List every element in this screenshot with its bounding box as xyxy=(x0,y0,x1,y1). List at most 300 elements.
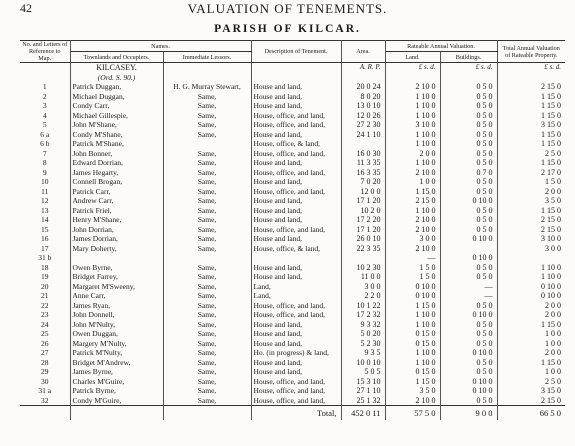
row-area xyxy=(341,139,385,149)
row-ref: 30 xyxy=(20,377,70,387)
row-area: 17 2 32 xyxy=(341,310,385,320)
row-occupier: Edward Dorrian, xyxy=(70,158,163,168)
row-total-value: 2 15 0 xyxy=(541,224,562,234)
row-ref: 3 xyxy=(20,101,70,111)
row-description: House, office, and land, xyxy=(251,225,341,235)
row-land-value: 1 15 0 xyxy=(385,377,440,387)
row-buildings-value: 0 5 0 xyxy=(440,272,497,282)
row-description: House and land, xyxy=(251,206,341,216)
row-land-value: 0 10 0 xyxy=(385,291,440,301)
row-lessor: Same, xyxy=(163,329,251,339)
row-description: House and land, xyxy=(251,263,341,273)
row-ref: 32 xyxy=(20,396,70,406)
row-land-value: 2 10 0 xyxy=(385,244,440,254)
row-area: 16 0 30 xyxy=(341,149,385,159)
row-total-value: 2 0 0 xyxy=(545,348,562,357)
row-description xyxy=(251,253,341,263)
ordnance-sheet: (Ord. S. 90.) xyxy=(70,73,163,83)
table-row xyxy=(20,263,565,273)
row-total-value: 1 5 0 xyxy=(545,177,562,186)
row-occupier: Michael Gillespie, xyxy=(70,111,163,121)
row-occupier xyxy=(70,253,163,263)
row-buildings-value: — xyxy=(440,291,497,301)
table-row xyxy=(20,101,565,111)
row-lessor: Same, xyxy=(163,168,251,178)
row-description: House and land, xyxy=(251,101,341,111)
row-description: House and land, xyxy=(251,215,341,225)
row-land-value: 3 5 0 xyxy=(385,386,440,396)
row-buildings-value: 0 10 0 xyxy=(440,386,497,396)
table-row xyxy=(20,120,565,130)
row-land-value: 2 10 0 xyxy=(385,215,440,225)
row-ref: 24 xyxy=(20,320,70,330)
table-row xyxy=(20,225,565,235)
row-land-value: 0 15 0 xyxy=(385,339,440,349)
row-ref: 27 xyxy=(20,348,70,358)
row-occupier: Bridget Farrey, xyxy=(70,272,163,282)
row-occupier: Owen Byrne, xyxy=(70,263,163,273)
row-lessor: Same, xyxy=(163,377,251,387)
row-land-value: 2 10 0 xyxy=(385,225,440,235)
row-buildings-value: 0 5 0 xyxy=(440,225,497,235)
row-total-value: 1 10 0 xyxy=(541,262,562,272)
row-land-value: 1 5 0 xyxy=(385,272,440,282)
row-description: House, office, and land, xyxy=(251,168,341,178)
row-buildings-value: 0 5 0 xyxy=(440,158,497,168)
valuation-table xyxy=(20,40,565,420)
row-total-value: 1 0 0 xyxy=(545,367,562,376)
row-land-value: 0 15 0 xyxy=(385,367,440,377)
row-description: House, office, and land, xyxy=(251,301,341,311)
row-lessor xyxy=(163,253,251,263)
row-land-value: 1 10 0 xyxy=(385,130,440,140)
table-row xyxy=(20,282,565,292)
row-lessor: Same, xyxy=(163,339,251,349)
row-area: 12 0 26 xyxy=(341,111,385,121)
row-total-value: 3 0 0 xyxy=(545,243,562,253)
header-land: Land. xyxy=(385,52,440,63)
row-total-value: 1 15 0 xyxy=(541,205,562,215)
row-total-value: 3 10 0 xyxy=(541,234,562,243)
row-description: House and land, xyxy=(251,177,341,187)
table-row xyxy=(20,111,565,121)
row-description: House, office, & land, xyxy=(251,244,341,254)
row-total-value: 1 15 0 xyxy=(541,139,562,148)
header-total: Total Annual Valuation of Rateable Property. xyxy=(497,41,565,63)
row-lessor: H. G. Murray Stewart, xyxy=(163,82,251,92)
table-row xyxy=(20,253,565,263)
row-area: 24 1 10 xyxy=(341,130,385,140)
row-land-value: 1 10 0 xyxy=(385,206,440,216)
page-number: 42 xyxy=(20,1,32,15)
row-occupier: Condy M'Shane, xyxy=(70,130,163,140)
row-area: 11 0 0 xyxy=(341,272,385,282)
row-land-value: 2 15 0 xyxy=(385,196,440,206)
row-area: 12 0 0 xyxy=(341,187,385,197)
row-lessor: Same, xyxy=(163,301,251,311)
row-total-value: 2 5 0 xyxy=(545,148,562,158)
row-land-value: 3 10 0 xyxy=(385,120,440,130)
row-area: 11 3 35 xyxy=(341,158,385,168)
row-total-value: 2 0 0 xyxy=(545,186,562,196)
row-buildings-value xyxy=(440,244,497,254)
row-description: House and land, xyxy=(251,272,341,282)
row-occupier: John Dorrian, xyxy=(70,225,163,235)
row-land-value: 1 10 0 xyxy=(385,139,440,149)
row-ref: 13 xyxy=(20,206,70,216)
row-occupier: John Bonner, xyxy=(70,149,163,159)
row-buildings-value: 0 5 0 xyxy=(440,111,497,121)
row-total-value: 2 15 0 xyxy=(541,395,562,405)
row-area: 10 0 10 xyxy=(341,358,385,368)
row-buildings-value: 0 10 0 xyxy=(440,234,497,244)
row-buildings-value: 0 5 0 xyxy=(440,120,497,130)
row-occupier: John M'Shane, xyxy=(70,120,163,130)
row-land-value: 1 0 0 xyxy=(385,177,440,187)
row-land-value: 0 15 0 xyxy=(385,329,440,339)
row-description: House and land, xyxy=(251,320,341,330)
header-rateable: Rateable Annual Valuation. xyxy=(385,41,497,52)
total-units: £ s. d. xyxy=(544,63,562,71)
row-area: 10 2 30 xyxy=(341,263,385,273)
row-description: House and land, xyxy=(251,130,341,140)
row-lessor: Same, xyxy=(163,177,251,187)
row-description: House, office, and land, xyxy=(251,149,341,159)
row-description: Land, xyxy=(251,291,341,301)
row-ref: 12 xyxy=(20,196,70,206)
row-lessor: Same, xyxy=(163,92,251,102)
row-ref: 18 xyxy=(20,263,70,273)
row-description: House and land, xyxy=(251,367,341,377)
header-buildings: Buildings. xyxy=(440,52,497,63)
row-occupier: Charles M'Guire, xyxy=(70,377,163,387)
row-area xyxy=(341,253,385,263)
row-description: House and land, xyxy=(251,234,341,244)
row-occupier: John Donnell, xyxy=(70,310,163,320)
row-lessor: Same, xyxy=(163,358,251,368)
row-area: 8 0 20 xyxy=(341,92,385,102)
total-buildings: 9 0 0 xyxy=(440,406,497,421)
row-lessor: Same, xyxy=(163,206,251,216)
row-ref: 21 xyxy=(20,291,70,301)
row-buildings-value: 0 5 0 xyxy=(440,367,497,377)
row-ref: 4 xyxy=(20,111,70,121)
table-row xyxy=(20,82,565,92)
table-row xyxy=(20,272,565,282)
table-row xyxy=(20,339,565,349)
row-ref: 11 xyxy=(20,187,70,197)
header-description: Description of Tenement. xyxy=(251,41,341,63)
row-ref: 7 xyxy=(20,149,70,159)
row-lessor: Same, xyxy=(163,215,251,225)
row-ref: 31 a xyxy=(20,386,70,396)
row-buildings-value: 0 10 0 xyxy=(440,253,497,263)
row-occupier: John M'Nulty, xyxy=(70,320,163,330)
row-description: House and land, xyxy=(251,358,341,368)
land-units: £ s. d. xyxy=(385,63,440,73)
row-lessor: Same, xyxy=(163,348,251,358)
row-description: House, office, and land, xyxy=(251,310,341,320)
table-row xyxy=(20,130,565,140)
row-area: 5 2 30 xyxy=(341,339,385,349)
row-buildings-value: 0 5 0 xyxy=(440,396,497,406)
row-land-value: 0 10 0 xyxy=(385,282,440,292)
row-area: 16 3 35 xyxy=(341,168,385,178)
table-row xyxy=(20,310,565,320)
header-townlands: Townlands and Occupiers. xyxy=(70,52,163,63)
row-land-value: — xyxy=(385,253,440,263)
row-occupier: James Byrne, xyxy=(70,367,163,377)
row-lessor: Same, xyxy=(163,272,251,282)
row-area: 17 1 20 xyxy=(341,196,385,206)
row-occupier: Connell Brogan, xyxy=(70,177,163,187)
row-total-value: 2 0 0 xyxy=(545,300,562,310)
row-land-value: 1 5 0 xyxy=(385,263,440,273)
row-buildings-value: 0 5 0 xyxy=(440,206,497,216)
row-occupier: Henry M'Shane, xyxy=(70,215,163,225)
row-area: 25 1 32 xyxy=(341,396,385,406)
row-area: 22 3 35 xyxy=(341,244,385,254)
row-area: 27 2 30 xyxy=(341,120,385,130)
table-row xyxy=(20,168,565,178)
row-occupier: Andrew Carr, xyxy=(70,196,163,206)
row-buildings-value: 0 5 0 xyxy=(440,82,497,92)
row-total-value: 0 10 0 xyxy=(541,291,562,300)
row-lessor: Same, xyxy=(163,225,251,235)
row-ref: 14 xyxy=(20,215,70,225)
table-row xyxy=(20,301,565,311)
row-buildings-value: 0 5 0 xyxy=(440,358,497,368)
row-buildings-value: 0 5 0 xyxy=(440,263,497,273)
row-ref: 2 xyxy=(20,92,70,102)
row-occupier: Owen Duggan, xyxy=(70,329,163,339)
table-row xyxy=(20,367,565,377)
table-row xyxy=(20,386,565,396)
row-land-value: 2 10 0 xyxy=(385,82,440,92)
table-row xyxy=(20,348,565,358)
total-area: 452 0 11 xyxy=(341,406,385,421)
row-area: 20 0 24 xyxy=(341,82,385,92)
row-buildings-value: 0 5 0 xyxy=(440,320,497,330)
row-occupier: Bridget M'Andrew, xyxy=(70,358,163,368)
row-lessor: Same, xyxy=(163,196,251,206)
row-ref: 6 b xyxy=(20,139,70,149)
header-lessors: Immediate Lessors. xyxy=(163,52,251,63)
row-total-value: 3 15 0 xyxy=(541,120,562,129)
row-ref: 1 xyxy=(20,82,70,92)
row-description: House, office, and land, xyxy=(251,377,341,387)
row-description: House, office, and land, xyxy=(251,187,341,197)
table-row xyxy=(20,196,565,206)
row-land-value: 2 0 0 xyxy=(385,149,440,159)
total-land: 57 5 0 xyxy=(385,406,440,421)
row-buildings-value: 0 5 0 xyxy=(440,101,497,111)
row-buildings-value: 0 10 0 xyxy=(440,310,497,320)
row-occupier: Patrick Duggan, xyxy=(70,82,163,92)
row-land-value: 2 10 0 xyxy=(385,168,440,178)
row-area: 17 1 20 xyxy=(341,225,385,235)
row-description: Land, xyxy=(251,282,341,292)
row-total-value: 0 10 0 xyxy=(541,281,562,291)
row-ref: 22 xyxy=(20,301,70,311)
row-area: 27 1 10 xyxy=(341,386,385,396)
table-row xyxy=(20,396,565,406)
row-total-value: 2 5 0 xyxy=(545,376,562,386)
row-occupier: James Dorrian, xyxy=(70,234,163,244)
header-area: Area. xyxy=(341,41,385,63)
row-lessor: Same, xyxy=(163,234,251,244)
row-occupier: Patrick Friel, xyxy=(70,206,163,216)
row-total-value: 1 15 0 xyxy=(541,101,562,110)
row-ref: 19 xyxy=(20,272,70,282)
row-total-value: 2 15 0 xyxy=(541,82,562,91)
row-area: 10 2 0 xyxy=(341,206,385,216)
table-row xyxy=(20,149,565,159)
row-lessor xyxy=(163,139,251,149)
row-buildings-value: 0 5 0 xyxy=(440,187,497,197)
row-buildings-value: 0 7 0 xyxy=(440,168,497,178)
total-valuation: 66 5 0 xyxy=(497,406,565,421)
row-ref: 20 xyxy=(20,282,70,292)
row-area: 3 0 0 xyxy=(341,282,385,292)
row-area: 9 3 32 xyxy=(341,320,385,330)
table-row xyxy=(20,215,565,225)
row-land-value: 3 0 0 xyxy=(385,234,440,244)
row-occupier: Margaret M'Sweeny, xyxy=(70,282,163,292)
table-row xyxy=(20,291,565,301)
row-buildings-value: 0 5 0 xyxy=(440,149,497,159)
row-occupier: Anne Carr, xyxy=(70,291,163,301)
row-ref: 23 xyxy=(20,310,70,320)
row-ref: 5 xyxy=(20,120,70,130)
header-ref: No. and Letters of Reference to Map. xyxy=(20,41,70,63)
row-total-value: 3 15 0 xyxy=(541,386,562,395)
parish-title: PARISH OF KILCAR. xyxy=(214,23,361,35)
row-occupier: Mary Doherty, xyxy=(70,244,163,254)
row-lessor: Same, xyxy=(163,367,251,377)
row-buildings-value: 0 5 0 xyxy=(440,329,497,339)
row-description: House and land, xyxy=(251,92,341,102)
row-occupier: Condy Carr, xyxy=(70,101,163,111)
row-ref: 8 xyxy=(20,158,70,168)
row-area: 10 1 22 xyxy=(341,301,385,311)
row-lessor: Same, xyxy=(163,101,251,111)
row-area: 13 0 10 xyxy=(341,101,385,111)
row-description: Ho. (in progress) & land, xyxy=(251,348,341,358)
row-land-value: 1 10 0 xyxy=(385,101,440,111)
table-row xyxy=(20,358,565,368)
row-ref: 10 xyxy=(20,177,70,187)
row-buildings-value: 0 5 0 xyxy=(440,92,497,102)
row-occupier: Patrick Carr, xyxy=(70,187,163,197)
total-row xyxy=(20,406,565,421)
row-description: House and land, xyxy=(251,158,341,168)
table-row xyxy=(20,234,565,244)
row-total-value: 1 10 0 xyxy=(541,272,562,281)
table-row xyxy=(20,377,565,387)
row-area: 9 3 5 xyxy=(341,348,385,358)
row-lessor: Same, xyxy=(163,149,251,159)
row-lessor: Same, xyxy=(163,310,251,320)
row-total-value xyxy=(497,253,565,263)
row-description: House, office, and land, xyxy=(251,120,341,130)
row-description: House and land, xyxy=(251,339,341,349)
row-total-value: 1 0 0 xyxy=(545,329,562,338)
row-area: 5 0 20 xyxy=(341,329,385,339)
page-header xyxy=(0,0,575,20)
table-row xyxy=(20,206,565,216)
table-row xyxy=(20,244,565,254)
row-land-value: 1 15 0 xyxy=(385,301,440,311)
row-ref: 6 a xyxy=(20,130,70,140)
row-area: 15 3 10 xyxy=(341,377,385,387)
row-occupier: Patrick Byrne, xyxy=(70,386,163,396)
row-area: 17 2 20 xyxy=(341,215,385,225)
row-lessor: Same, xyxy=(163,263,251,273)
row-land-value: 1 10 0 xyxy=(385,158,440,168)
row-land-value: 1 10 0 xyxy=(385,92,440,102)
row-ref: 29 xyxy=(20,367,70,377)
row-ref: 31 b xyxy=(20,253,70,263)
row-buildings-value: 0 5 0 xyxy=(440,301,497,311)
row-total-value: 1 0 0 xyxy=(545,338,562,348)
table-row xyxy=(20,329,565,339)
area-units: A. R. P. xyxy=(341,63,385,73)
row-ref: 28 xyxy=(20,358,70,368)
row-area: 2 2 0 xyxy=(341,291,385,301)
row-ref: 16 xyxy=(20,234,70,244)
row-lessor: Same, xyxy=(163,282,251,292)
row-total-value: 1 15 0 xyxy=(541,91,562,101)
row-description: House and land, xyxy=(251,329,341,339)
row-area: 26 0 10 xyxy=(341,234,385,244)
row-occupier: Margery M'Nulty, xyxy=(70,339,163,349)
row-buildings-value: 0 5 0 xyxy=(440,177,497,187)
table-row xyxy=(20,320,565,330)
row-lessor: Same, xyxy=(163,120,251,130)
buildings-units: £ s. d. xyxy=(440,63,497,73)
header-names: Names. xyxy=(70,41,251,52)
row-area: 5 0 5 xyxy=(341,367,385,377)
row-area: 7 0 20 xyxy=(341,177,385,187)
row-total-value: 1 15 0 xyxy=(541,319,562,329)
table-row xyxy=(20,187,565,197)
table-row xyxy=(20,139,565,149)
row-total-value: 1 15 0 xyxy=(541,110,562,120)
row-total-value: 2 0 0 xyxy=(545,310,562,319)
row-lessor: Same, xyxy=(163,244,251,254)
row-land-value: 1 10 0 xyxy=(385,358,440,368)
row-lessor: Same, xyxy=(163,386,251,396)
row-land-value: 1 10 0 xyxy=(385,310,440,320)
row-total-value: 1 15 0 xyxy=(541,129,562,139)
row-buildings-value: 0 10 0 xyxy=(440,377,497,387)
row-buildings-value: — xyxy=(440,282,497,292)
row-lessor: Same, xyxy=(163,111,251,121)
row-total-value: 2 17 0 xyxy=(541,167,562,177)
row-lessor: Same, xyxy=(163,187,251,197)
row-lessor: Same, xyxy=(163,396,251,406)
row-description: House, office, and land, xyxy=(251,111,341,121)
table-row xyxy=(20,177,565,187)
row-occupier: James Ryan, xyxy=(70,301,163,311)
row-total-value: 2 15 0 xyxy=(541,215,562,224)
table-row xyxy=(20,92,565,102)
row-description: House, office, and land, xyxy=(251,396,341,406)
row-buildings-value: 0 5 0 xyxy=(440,215,497,225)
row-buildings-value: 0 5 0 xyxy=(440,130,497,140)
row-lessor: Same, xyxy=(163,320,251,330)
